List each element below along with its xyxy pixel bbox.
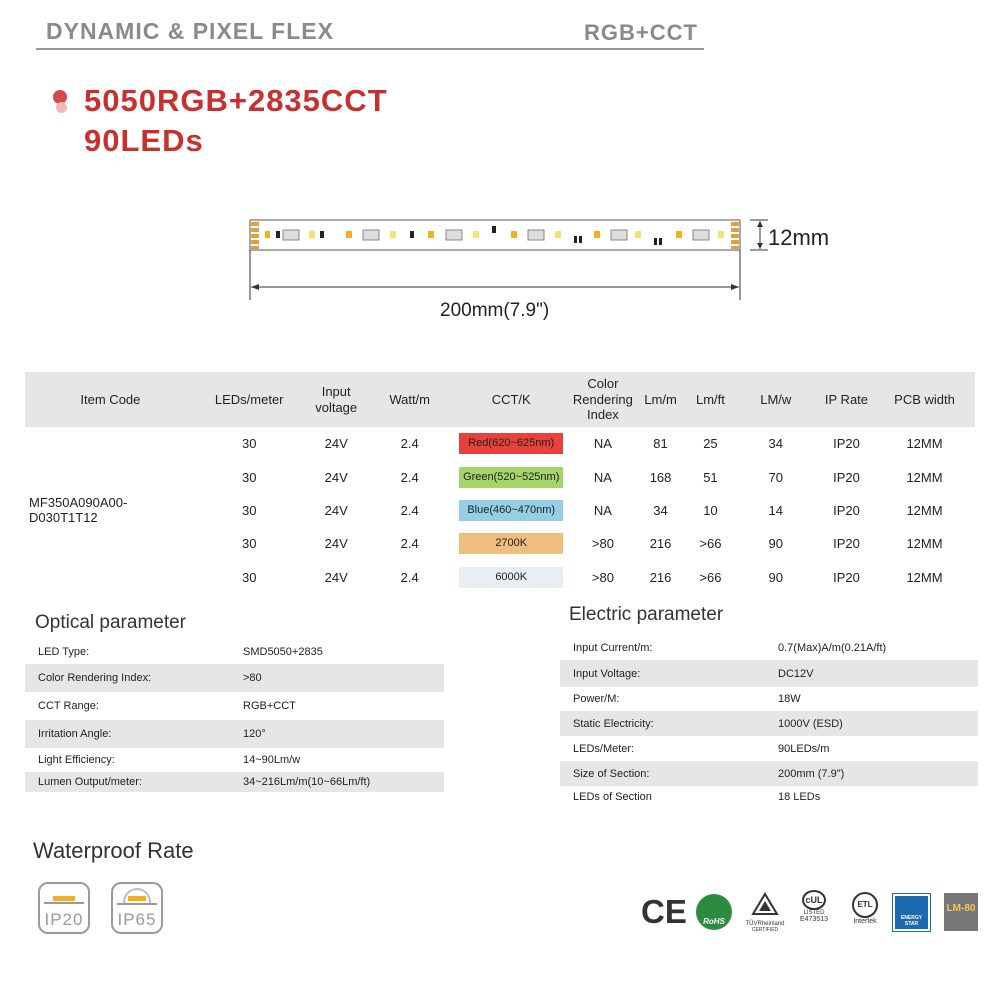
lmft-cell: >66: [699, 569, 722, 585]
item-code-cell: [25, 527, 196, 560]
param-label: Irritation Angle:: [25, 720, 230, 748]
param-value: 14~90Lm/w: [243, 754, 301, 766]
cri-cell: NA: [593, 436, 612, 452]
watt-cell: 2.4: [400, 502, 419, 518]
optical-title: Optical parameter: [35, 612, 187, 633]
leds-cell: 30: [241, 536, 257, 552]
spec-row: [25, 427, 975, 460]
etl-name-label: Intertek: [853, 918, 877, 925]
ip65-icon: [111, 882, 163, 934]
watt-cell: 2.4: [400, 469, 419, 485]
param-value: DC12V: [765, 660, 978, 687]
voltage-cell: 24V: [324, 469, 348, 485]
ip20-icon: [38, 882, 90, 934]
cct-cell: [450, 494, 573, 527]
voltage-cell: 24V: [324, 569, 348, 585]
spec-row: [25, 561, 975, 594]
col-cct: CCT/K: [450, 372, 573, 427]
electric-row: [560, 786, 978, 808]
optical-row: [25, 748, 444, 772]
ul-top-label: c: [805, 895, 811, 905]
leds-cell: 30: [241, 502, 257, 518]
col-item-code: Item Code: [25, 372, 196, 427]
pcb-cell: 12MM: [906, 436, 943, 452]
param-value: 1000V (ESD): [765, 711, 978, 736]
electric-row: [560, 660, 978, 687]
lmm-cell: 216: [649, 536, 672, 552]
ip65-label: IP65: [117, 910, 157, 929]
param-label: Light Efficiency:: [38, 754, 115, 766]
ip-cell: IP20: [833, 502, 860, 518]
spec-row: [25, 494, 975, 527]
optical-row: [25, 772, 444, 792]
cct-cell: [450, 427, 573, 460]
title-bullet-shadow-icon: [56, 102, 67, 113]
spec-table: [25, 372, 975, 594]
col-watt: Watt/m: [370, 372, 450, 427]
ul-listed-icon: [797, 890, 831, 932]
cri-cell: NA: [593, 469, 612, 485]
ul-number-label: E473513: [799, 916, 829, 923]
param-label: Size of Section:: [560, 761, 765, 786]
col-leds-meter: LEDs/meter: [196, 372, 303, 427]
rohs-icon: [696, 894, 732, 930]
ip-cell: IP20: [833, 436, 860, 452]
waterproof-title: Waterproof Rate: [33, 838, 194, 863]
pcb-cell: 12MM: [906, 569, 943, 585]
lmft-cell: 25: [703, 436, 718, 452]
item-code-cell: MF350A090A00-D030T1T12: [29, 495, 128, 526]
energy-star-label: ENERGY STAR: [900, 915, 923, 927]
cct-swatch: Red(620~625nm): [459, 433, 563, 454]
optical-table: [25, 640, 444, 792]
param-label: Color Rendering Index:: [25, 664, 230, 692]
watt-cell: 2.4: [400, 436, 419, 452]
cct-cell: [450, 527, 573, 560]
cct-swatch: Green(520~525nm): [459, 467, 563, 488]
spec-row: [25, 527, 975, 560]
col-lm-w: LM/w: [733, 372, 819, 427]
lmw-cell: 90: [768, 536, 784, 552]
header-divider: [36, 48, 704, 50]
ce-mark-icon: CE: [641, 893, 687, 930]
param-value: 34~216Lm/m(10~66Lm/ft): [230, 772, 444, 792]
cct-cell: [450, 460, 573, 493]
voltage-cell: 24V: [324, 536, 348, 552]
optical-row: [25, 720, 444, 748]
cct-cell: [450, 561, 573, 594]
ip-cell: IP20: [833, 536, 860, 552]
param-label: Input Current/m:: [573, 641, 653, 654]
voltage-cell: 24V: [324, 436, 348, 452]
col-lm-ft: Lm/ft: [688, 372, 733, 427]
product-title: 5050RGB+2835CCT: [84, 83, 388, 118]
param-label: LED Type:: [38, 646, 90, 658]
electric-row: [560, 736, 978, 761]
optical-row: [25, 664, 444, 692]
tuv-triangle-icon: [740, 892, 790, 916]
cri-cell: >80: [591, 536, 614, 552]
header-category: DYNAMIC & PIXEL FLEX: [46, 18, 334, 44]
leds-cell: 30: [241, 469, 257, 485]
tuv-sub-label: CERTIFIED: [751, 927, 779, 933]
tuv-label: TÜVRheinland: [745, 921, 785, 927]
rohs-label: RoHS: [703, 917, 725, 926]
product-subtitle: 90LEDs: [84, 123, 204, 158]
energy-star-icon: [893, 894, 930, 931]
lmft-cell: >66: [699, 536, 722, 552]
optical-row: [25, 692, 444, 720]
col-cri: Color Rendering Index: [573, 372, 633, 427]
spec-header-row: [25, 372, 975, 427]
param-value: 18 LEDs: [778, 791, 821, 803]
etl-icon: [848, 892, 882, 932]
cri-cell: >80: [591, 569, 614, 585]
ip20-label: IP20: [44, 910, 84, 929]
col-input-voltage: Input voltage: [303, 372, 370, 427]
led-strip-diagram: [240, 210, 770, 300]
param-label: CCT Range:: [38, 700, 99, 712]
electric-row: [560, 711, 978, 736]
param-value: 18W: [778, 693, 801, 705]
voltage-cell: 24V: [324, 502, 348, 518]
param-value: 200mm (7.9"): [765, 761, 978, 786]
param-label: Lumen Output/meter:: [25, 772, 230, 792]
lmft-cell: 10: [703, 502, 718, 518]
optical-row: [25, 640, 444, 664]
col-ip-rate: IP Rate: [819, 372, 874, 427]
param-value: 90LEDs/m: [778, 742, 830, 755]
electric-row: [560, 761, 978, 786]
electric-title: Electric parameter: [569, 604, 724, 625]
pcb-cell: 12MM: [906, 536, 943, 552]
pcb-cell: 12MM: [906, 502, 943, 518]
param-label: LEDs of Section: [573, 791, 652, 803]
param-value: RGB+CCT: [243, 700, 296, 712]
tuv-icon: [740, 892, 790, 932]
param-label: Static Electricity:: [560, 711, 765, 736]
param-label: Input Voltage:: [560, 660, 765, 687]
ul-mid-label: UL: [810, 895, 823, 905]
etl-mid-label: ETL: [852, 892, 878, 918]
electric-row: [560, 635, 978, 660]
cct-swatch: 2700K: [459, 533, 563, 554]
param-label: LEDs/Meter:: [573, 742, 635, 755]
item-code-cell: [25, 427, 196, 460]
lmft-cell: 51: [703, 469, 718, 485]
spec-row: [25, 460, 975, 493]
ip-cell: IP20: [833, 569, 860, 585]
lmw-cell: 90: [768, 569, 784, 585]
item-code-cell: [25, 460, 196, 493]
leds-cell: 30: [241, 436, 257, 452]
item-code-cell: [25, 561, 196, 594]
lmm-cell: 34: [653, 502, 668, 518]
lmw-cell: 34: [768, 436, 784, 452]
param-value: 0.7(Max)A/m(0.21A/ft): [778, 641, 887, 654]
param-value: 120°: [230, 720, 444, 748]
strip-width-label: 200mm(7.9"): [440, 300, 550, 321]
col-pcb-width: PCB width: [874, 372, 975, 427]
pcb-cell: 12MM: [906, 469, 943, 485]
ip-cell: IP20: [833, 469, 860, 485]
lm80-icon: [944, 893, 978, 931]
lm80-label: LM-80: [946, 903, 976, 914]
leds-cell: 30: [241, 569, 257, 585]
col-lm-m: Lm/m: [633, 372, 688, 427]
param-value: >80: [230, 664, 444, 692]
strip-height-label: 12mm: [768, 225, 830, 250]
watt-cell: 2.4: [400, 536, 419, 552]
lmm-cell: 81: [653, 436, 668, 452]
lmm-cell: 216: [649, 569, 672, 585]
ul-listed-label: LISTED: [803, 910, 825, 916]
cri-cell: NA: [593, 502, 612, 518]
lmm-cell: 168: [649, 469, 672, 485]
watt-cell: 2.4: [400, 569, 419, 585]
param-label: Power/M:: [573, 693, 620, 705]
param-value: SMD5050+2835: [243, 646, 323, 658]
electric-row: [560, 687, 978, 711]
cct-swatch: Blue(460~470nm): [459, 500, 563, 521]
lmw-cell: 14: [768, 502, 784, 518]
header-type: RGB+CCT: [584, 20, 698, 45]
electric-table: [560, 635, 978, 808]
cct-swatch: 6000K: [459, 567, 563, 588]
lmw-cell: 70: [768, 469, 784, 485]
